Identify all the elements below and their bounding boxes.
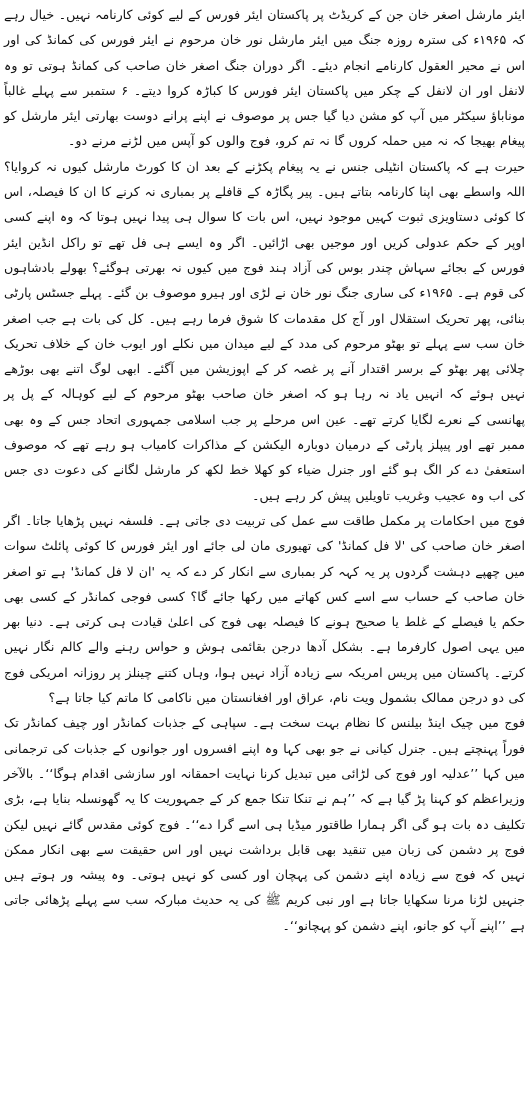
article-paragraph-1: ایئر مارشل اصغر خان جن کے کریڈٹ پر پاکستان ایئر فورس کے لیے کوئی کارنامہ نہیں۔ خیال رہے کہ ۱۹۶۵ء کی سترہ روزہ جنگ میں ایئر مارشل نور خان مرحوم نے ایئر فورس کی کمانڈ کی اور اس نے محیر العقول کارنامے انجام دیئے۔ اگر دوران جنگ اصغر خان صاحب کی کمانڈ ہوتی تو وہ لانفل اور ان لانفل کے چکر میں پاکستان ایئر فورس کا کباڑہ کروا دیتے۔ ۶ ستمبر سے پہلے غالباً موناباؤ سیکٹر میں آپ کو مشن دیا گیا جس پر موصوف نے اپنے پرانے دوست بھارتی ایئر مارشل کو پیغام بھیجا کہ نہ میں حملہ کروں گا نہ تم کرو، فوج والوں کو آپس میں لڑنے مرنے دو۔ [4,7,525,149]
article-paragraph-2: حیرت ہے کہ پاکستان انٹیلی جنس نے یہ پیغام پکڑنے کے بعد ان کا کورٹ مارشل کیوں نہ کروایا؟ اللہ واسطے بھی اپنا کارنامہ بتاتے ہیں۔ پیر پگاڑہ کے قافلے پر بمباری نہ کرنے کا ان کا فیصلہ، اس کا کوئی دستاویزی ثبوت کہیں موجود نہیں، اس بات کا سوال ہی پیدا نہیں ہوتا کہ وہ اپنے کسی اوپر کے حکم عدولی کریں اور موجیں بھی اڑائیں۔ اگر وہ ایسے ہی فل تھے تو راکل انڈین ایئر فورس کے بجائے سہاش چندر بوس کی آزاد ہند فوج میں کیوں نہ بھرتی ہوگئے؟ بھولے بادشاہوں کی قوم ہے۔ ۱۹۶۵ء کی ساری جنگ نور خان نے لڑی اور ہیرو موصوف بن گئے۔ پہلے جسٹس پارٹی بنائی، پھر تحریک استقلال اور آج کل مقدمات کا شوق فرما رہے ہیں۔ کل کی بات ہے جب اصغر خان سب سے پہلے تو بھٹو مرحوم کی مدد کے لیے میدان میں نکلے اور ایوب خان کے خلاف تحریک چلائی پھر بھٹو کے برسر اقتدار آنے پر غصہ کر کے اپوزیشن میں آگئے۔ ابھی لوگ اتنے بھی بوڑھے نہیں ہوئے کہ انہیں یاد نہ رہا ہو کہ اصغر خان صاحب بھٹو مرحوم کے لیے کوہالہ کے پل پر پھانسی کے نعرے لگایا کرتے تھے۔ عین اس مرحلے پر جب اسلامی جمہوری اتحاد جس کے وہ بھی ممبر تھے اور پیپلز پارٹی کے درمیان دوبارہ الیکشن کے مذاکرات کامیاب ہو رہے تھے کہ موصوف استعفیٰ دے کر الگ ہو گئے اور جنرل ضیاء کو کھلا خط لکھ کر مارشل لگانے کی دعوت دی جس کی اب وہ عجیب وغریب تاویلیں پیش کر رہے ہیں۔ [4,158,525,503]
article-paragraph-3: فوج میں احکامات پر مکمل طاقت سے عمل کی تربیت دی جاتی ہے۔ فلسفہ نہیں پڑھایا جاتا۔ اگر اصغر خان صاحب کی 'لا فل کمانڈ' کی تھیوری مان لی جائے اور ایئر فورس کا کوئی پائلٹ سوات میں چھپے دہشت گردوں پر یہ کہہ کر بمباری سے انکار کر دے کہ یہ 'ان لا فل کمانڈ' ہے تو اصغر خان صاحب کے حساب سے اسے کس کھاتے میں رکھا جائے گا؟ کسی فوجی کمانڈر کے کسی بھی حکم یا فیصلے کے غلط یا صحیح ہونے کا فیصلہ بھی فوج کی اعلیٰ قیادت ہی کرتی ہے۔ دنیا بھر میں یہی اصول کارفرما ہے۔ بشکل آدھا درجن بقائمی ہوش و حواس رہنے والے کالم نگار نہیں کرتے۔ پاکستان میں پریس امریکہ سے زیادہ آزاد نہیں ہوا، وہاں کتنے چینلز پر روزانہ امریکی فوج کی دو درجن ممالک بشمول ویت نام، عراق اور افغانستان میں ناکامی کا ماتم کیا جاتا ہے؟ [4,512,525,706]
article-paragraph-4: فوج میں چیک اینڈ بیلنس کا نظام بہت سخت ہے۔ سپاہی کے جذبات کمانڈر اور چیف کمانڈر تک فوراً پہنچتے ہیں۔ جنرل کیانی نے جو بھی کہا وہ اپنے افسروں اور جوانوں کے جذبات کی ترجمانی میں کہا ’’عدلیہ اور فوج کی لڑائی میں تبدیل کرنا نہایت احمقانہ اور سازشی اقدام ہوگا‘‘۔ بالآخر وزیراعظم کو کہنا پڑ گیا ہے کہ ’’ہم نے تنکا تنکا جمع کر کے جمہوریت کا یہ گھونسلہ بنایا ہے، بڑی تکلیف دہ بات ہو گی اگر ہمارا طاقتور میڈیا ہی اسے گرا دے‘‘۔ فوج کوئی مقدس گائے نہیں لیکن فوج پر دشمن کی زبان میں تنقید بھی قابل برداشت نہیں اور اس حقیقت سے بھی انکار ممکن نہیں کہ فوج سے زیادہ اپنے دشمن کی پہچان اور کسی کو نہیں ہوتی۔ وہ پیشہ ور ہوتے ہیں جنہیں لڑنا مرنا سکھایا جاتا ہے اور نبی کریم ﷺ کی یہ حدیث مبارکہ سب سے پہلے پڑھائی جاتی ہے ’’اپنے آپ کو جانو، اپنے دشمن کو پہچانو‘‘۔ [4,715,525,933]
urdu-article [4,2,525,938]
